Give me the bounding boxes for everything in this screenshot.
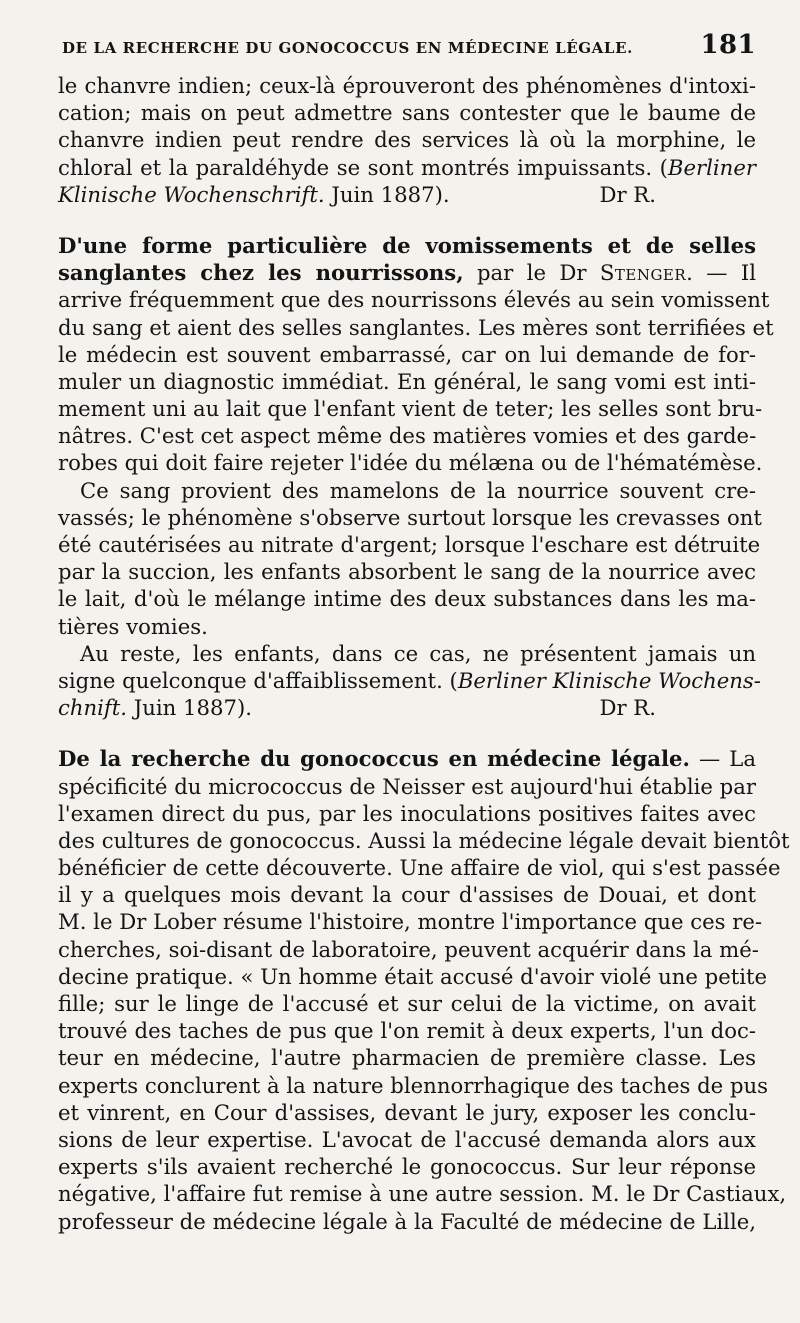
text-line: Au reste, les enfants, dans ce cas, ne présentent jamais un bbox=[80, 640, 756, 666]
text-line: spécificité du micrococcus de Neisser est aujourd'hui établie par bbox=[58, 773, 756, 799]
text-span: signe quelconque d'affaiblissement. ( bbox=[58, 667, 458, 693]
article-vomissements bbox=[58, 232, 774, 721]
article-title: D'une forme particulière de vomissements et de selles bbox=[58, 232, 756, 258]
text-line: robes qui doit faire rejeter l'idée du mélæna ou de l'hématémèse. bbox=[58, 450, 763, 476]
text-span: chloral et la paraldéhyde se sont montrés impuissants. ( bbox=[58, 154, 668, 180]
text-line: fille; sur le linge de l'accusé et sur celui de la victime, on avait bbox=[58, 991, 756, 1016]
citation-date: Juin 1887). bbox=[127, 695, 252, 721]
text-line: teur en médecine, l'autre pharmacien de première classe. Les bbox=[58, 1045, 756, 1071]
text-line bbox=[58, 181, 756, 208]
citation-journal: Klinische Wochenschrift. bbox=[58, 181, 325, 207]
text-line: professeur de médecine légale à la Faculté de médecine de Lille, bbox=[58, 1208, 756, 1234]
text-line: muler un diagnostic immédiat. En général, le sang vomi est inti- bbox=[58, 368, 756, 394]
text-line: chanvre indien peut rendre des services là où la morphine, le bbox=[58, 127, 756, 153]
text-line: M. le Dr Lober résume l'histoire, montre l'importance que ces re- bbox=[58, 909, 763, 935]
author-name: Stenger bbox=[599, 260, 687, 286]
text-line: Ce sang provient des mamelons de la nourrice souvent cre- bbox=[80, 477, 756, 503]
text-line: cation; mais on peut admettre sans contester que le baume de bbox=[58, 100, 756, 126]
text-line: du sang et aient des selles sanglantes. Les mères sont terrifiées et bbox=[58, 314, 774, 340]
text-line: experts conclurent à la nature blennorrhagique des taches de pus bbox=[58, 1072, 769, 1098]
text-line: négative, l'affaire fut remise à une autre session. M. le Dr Castiaux, bbox=[58, 1181, 787, 1207]
text-line: le médecin est souvent embarrassé, car on lui demande de for- bbox=[58, 341, 756, 367]
text-line: été cautérisées au nitrate d'argent; lorsque l'eschare est détruite bbox=[58, 532, 761, 557]
text-line: et vinrent, en Cour d'assises, devant le jury, exposer les conclu- bbox=[58, 1099, 756, 1125]
running-header bbox=[58, 30, 756, 66]
paragraph-continuation bbox=[58, 72, 756, 208]
article-title-end: sanglantes chez les nourrissons, bbox=[58, 260, 464, 286]
text-span: — La bbox=[689, 746, 756, 772]
text-line: nâtres. C'est cet aspect même des matières vomies et des garde- bbox=[58, 423, 757, 449]
signature: Dr R. bbox=[599, 181, 656, 207]
text-line: bénéficier de cette découverte. Une affaire de viol, qui s'est passée bbox=[58, 855, 781, 881]
text-line: cherches, soi-disant de laboratoire, peuvent acquérir dans la mé- bbox=[58, 936, 759, 962]
text-line bbox=[58, 154, 756, 181]
text-line: vassés; le phénomène s'observe surtout lorsque les crevasses ont bbox=[58, 504, 762, 530]
text-line: l'examen direct du pus, par les inoculations positives faites avec bbox=[58, 800, 756, 826]
text-line: il y a quelques mois devant la cour d'assises de Douai, et dont bbox=[58, 882, 756, 908]
text-line: sions de leur expertise. L'avocat de l'accusé demanda alors aux bbox=[58, 1126, 756, 1152]
text-line bbox=[58, 667, 761, 694]
article-title: De la recherche du gonococcus en médecine légale. bbox=[58, 746, 690, 772]
text-line: mement uni au lait que l'enfant vient de teter; les selles sont bru- bbox=[58, 396, 763, 422]
text-line: trouvé des taches de pus que l'on remit à deux experts, l'un doc- bbox=[58, 1018, 756, 1044]
citation-journal: Berliner Klinische Wochens- bbox=[457, 667, 761, 693]
signature: Dr R. bbox=[599, 695, 656, 721]
text-line bbox=[58, 745, 756, 772]
article-gonococcus bbox=[58, 745, 790, 1234]
citation-journal: chnift. bbox=[58, 695, 128, 721]
text-line: experts s'ils avaient recherché le gonococcus. Sur leur réponse bbox=[58, 1154, 756, 1180]
page-number: 181 bbox=[700, 30, 756, 60]
text-line: le lait, d'où le mélange intime des deux substances dans les ma- bbox=[58, 586, 756, 612]
text-line: par la succion, les enfants absorbent le sang de la nourrice avec bbox=[58, 559, 756, 585]
text-line: arrive fréquemment que des nourrissons élevés au sein vomissent bbox=[58, 287, 770, 313]
text-line: le chanvre indien; ceux-là éprouveront des phénomènes d'intoxi- bbox=[58, 73, 756, 98]
text-span: . — Il bbox=[686, 260, 756, 286]
author-prefix: par le Dr bbox=[463, 260, 600, 286]
text-line: des cultures de gonococcus. Aussi la médecine légale devait bientôt bbox=[58, 827, 790, 853]
spacer bbox=[58, 721, 756, 745]
text-line: tières vomies. bbox=[58, 613, 208, 639]
citation-date: Juin 1887). bbox=[324, 181, 450, 207]
text-line bbox=[58, 259, 756, 286]
text-line: decine pratique. « Un homme était accusé d'avoir violé une petite bbox=[58, 963, 768, 989]
citation-journal: Berliner bbox=[667, 154, 756, 180]
running-title: DE LA RECHERCHE DU GONOCOCCUS EN MÉDECINE LÉGALE. bbox=[62, 39, 633, 57]
spacer bbox=[58, 208, 756, 232]
text-line bbox=[58, 694, 756, 721]
